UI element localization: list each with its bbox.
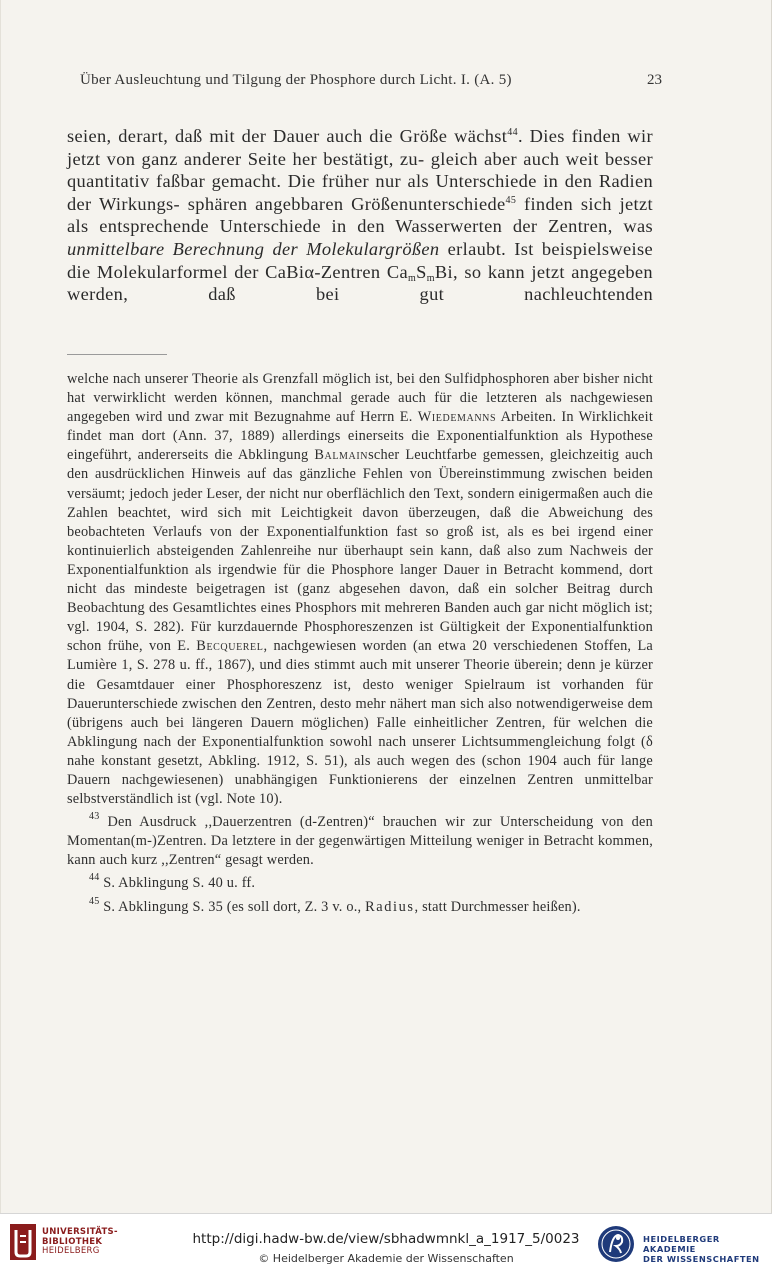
text-run: seien, derart, daß mit der Dauer auch die Größe wächst [67, 126, 508, 146]
library-line: BIBLIOTHEK [42, 1236, 103, 1247]
subscript: m [426, 272, 435, 284]
text-run: S. Abklingung S. 35 (es soll dort, Z. 3 v. o., [99, 898, 366, 915]
running-title: Über Ausleuchtung und Tilgung der Phosphore durch Licht. I. (A. 5) [80, 72, 512, 88]
copyright-notice: © Heidelberger Akademie der Wissenschaften [258, 1252, 514, 1265]
author-name: Becquerel [196, 638, 264, 655]
text-run: Den Ausdruck ,,Dauerzentren (d-Zentren)“ brauchen wir zur Unterscheidung von den Momentan(m-)Zentren. Da letztere in der gegenwärtigen Mitteilung weniger in Betracht kommen, kann auch kurz ,,Zentren“ gesagt werden. [67, 814, 653, 869]
text-run: Bi, [434, 261, 458, 282]
library-line: HEIDELBERG [42, 1246, 100, 1256]
text-run: was [623, 216, 654, 237]
academy-name[interactable] [643, 1234, 772, 1264]
subscript: m [408, 272, 417, 284]
text-run: finden wir jetzt von ganz anderer Seite her bestätigt, zu- [67, 126, 653, 169]
text-run: so kann jetzt angegeben werden, daß bei gut nachleuchtenden [67, 261, 653, 305]
text-run: entsprechende Unterschiede in den Wasserwerten der Zentren, [99, 216, 613, 237]
footnote-45 [67, 895, 653, 917]
main-text [67, 125, 653, 306]
author-name: Wiedemanns [417, 409, 497, 426]
text-run: Arbeiten. In Wirklichkeit findet man dort (Ann. 37, 1889) allerdings einerseits die Exponentialfunktion als Hypothese eingeführt, andererseits die Abklingung [67, 409, 653, 464]
text-run: S. Abklingung S. 40 u. ff. [99, 875, 256, 892]
text-run: gleich aber auch weit besser quantitativ faßbar gemacht. [67, 148, 653, 192]
text-run: , statt Durchmesser heißen). [414, 898, 581, 915]
text-run: finden sich jetzt als [67, 193, 653, 237]
permalink-url[interactable]: http://digi.hadw-bw.de/view/sbhadwmnkl_a_1917_5/0023 [192, 1231, 580, 1247]
text-run: welche nach unserer Theorie als Grenzfall möglich ist, bei den Sulfidphosphoren aber bisher nicht hat verwirklicht werden können, manchmal gerade auch für die letzteren als nachgewiesen angegeben wird und zwar mit Bezugnahme auf Herrn E. [67, 371, 653, 426]
page-number: 23 [647, 72, 662, 88]
text-run: beispielsweise die Molekularformel der CaBiα-Zentren Ca [67, 238, 653, 282]
text-run: S [416, 261, 427, 282]
footnote-43 [67, 813, 653, 870]
footnotes [67, 370, 653, 917]
text-run: erlaubt. Ist [439, 238, 534, 259]
footnote-divider [67, 354, 167, 355]
text-run: , nachgewiesen worden (an etwa 20 verschiedenen Stoffen, La Lumière 1, S. 278 u. ff., 1867), und dies stimmt auch mit unserer Theorie überein; denn je kürzer die Gesamtdauer einer Phosphoreszenz ist, desto weniger Spielraum ist vorhanden für Dauerunterschiede zwischen den Zentren, desto mehr nähert man sich also notwendigerweise dem (übrigens auch bei längeren Dauern möglichen) Falle einheitlicher Zentren, für welchen die Abklingung nach der Exponentialfunktion sowohl nach unserer Lichtsummengleichung folgt (δ nahe konstant gesetzt, Abkling. 1912, S. 51), als auch wegen des (schon 1904 auch für lange Dauern nachgewiesenen) unabhängigen Funktionierens der einzelnen Zentren unmittelbar selbstverständlich ist (vgl. Note 10). [67, 638, 653, 808]
footnote-number: 43 [89, 811, 100, 823]
footnote-ref-45[interactable]: 45 [505, 194, 517, 206]
text-run: scher Leuchtfarbe gemessen, gleichzeitig auch den ausdrücklichen Hinweis auf das gänzliche Fehlen von Übereinstimmung zwischen beiden versäumt; jedoch jeder Leser, der nicht nur oberflächlich den Text, sondern einigermaßen auch die Zahlen beachtet, wird sich mit Leichtigkeit davon überzeugen, daß die Abweichung des beobachteten Verlaufs von der Exponentialfunktion fast so groß ist, als es bei irgend einer kontinuierlich absteigenden Zahlenreihe nur überhaupt sein kann, daß also zum Nachweis der Exponentialfunktion als irgendwie für die Phosphore langer Dauer in Betracht kommend, dort nicht das mindeste beigetragen ist (ganz abgesehen davon, daß ein solcher Beitrag durch Beobachtung des Gesamtlichtes eines Phosphors mit mehreren Banden auch gar nicht möglich ist; vgl. 1904, S. 282). Für kurzdauernde Phosphoreszenzen ist Gültigkeit der Exponentialfunktion schon frühe, von E. [67, 447, 653, 655]
footnote-number: 45 [89, 895, 100, 907]
text-run: Die früher nur als Unterschiede in den Radien der Wirkungs- [67, 171, 654, 214]
spaced-word: Radius [365, 898, 415, 915]
text-run: . Dies [517, 126, 565, 146]
emphasis: unmittelbare Berechnung der Molekulargrößen [67, 238, 440, 259]
running-header [80, 72, 662, 89]
main-paragraph [67, 125, 653, 306]
footnote-ref-44[interactable]: 44 [507, 127, 518, 138]
author-name: Balmain [314, 447, 369, 464]
text-run: sphären angebbaren Größenunterschiede [187, 193, 506, 214]
viewer-footer [0, 1213, 772, 1271]
academy-line: DER WISSENSCHAFTEN [643, 1254, 760, 1264]
footnote-continuation [67, 370, 653, 809]
academy-line: HEIDELBERGER AKADEMIE [643, 1234, 720, 1254]
library-line: UNIVERSITÄTS- [42, 1227, 118, 1237]
footnote-number: 44 [89, 872, 100, 884]
footnote-44 [67, 874, 653, 893]
academy-seal-icon[interactable] [596, 1224, 636, 1264]
